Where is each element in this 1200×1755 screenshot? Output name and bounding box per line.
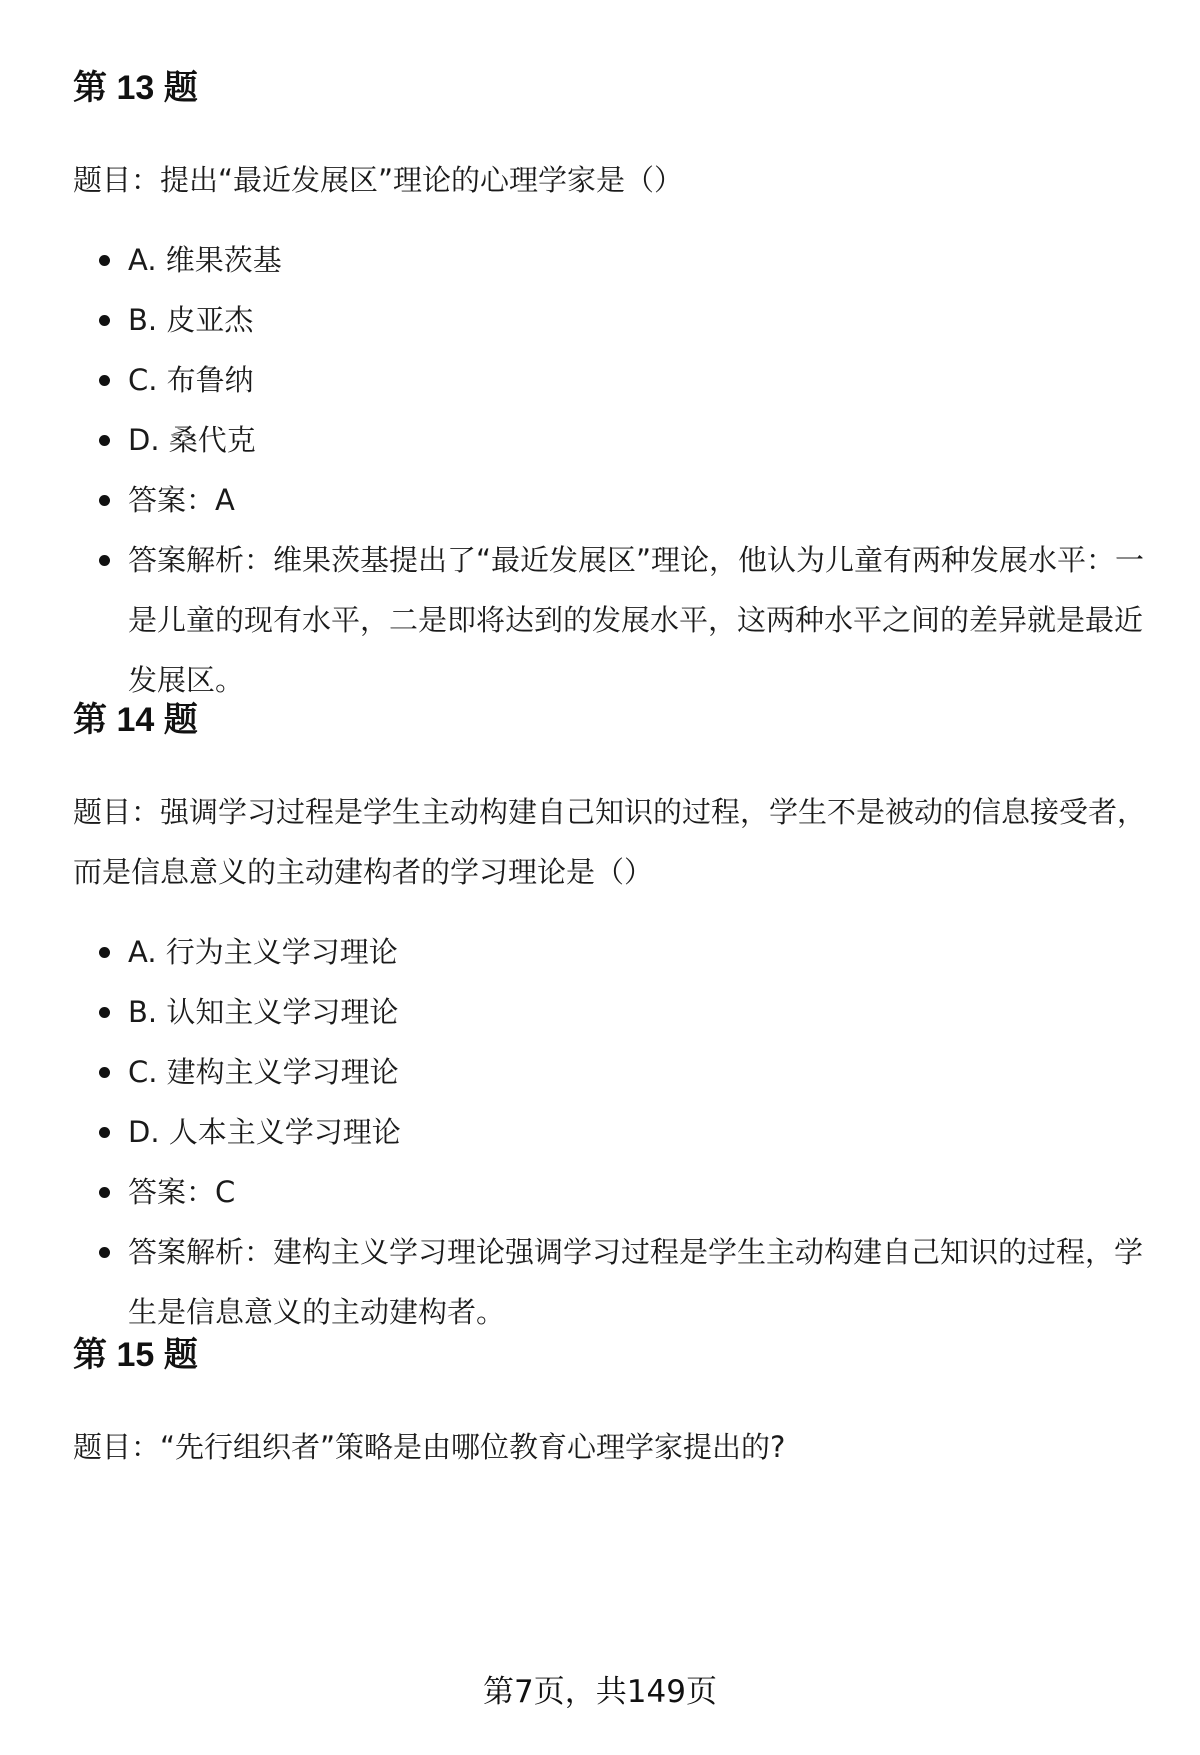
question-15: [73, 1335, 1148, 1477]
answer: 答案：C: [73, 1162, 1163, 1222]
option-list: [73, 230, 1163, 710]
option-d: D. 桑代克: [73, 410, 1163, 470]
question-heading: 第 14 题: [73, 701, 198, 739]
option-c: C. 布鲁纳: [73, 350, 1163, 410]
option-list: [73, 922, 1163, 1342]
answer: 答案：A: [73, 470, 1163, 530]
question-13: [73, 68, 1163, 710]
option-d: D. 人本主义学习理论: [73, 1102, 1163, 1162]
answer-analysis: 答案解析：建构主义学习理论强调学习过程是学生主动构建自己知识的过程，学生是信息意义的主动建构者。: [73, 1222, 1163, 1342]
page-footer: [0, 1672, 1200, 1712]
question-stem: 题目：强调学习过程是学生主动构建自己知识的过程，学生不是被动的信息接受者，而是信息意义的主动建构者的学习理论是（）: [73, 795, 1147, 889]
question-stem: 题目：“先行组织者”策略是由哪位教育心理学家提出的?: [73, 1430, 786, 1464]
question-heading: 第 15 题: [73, 1336, 198, 1374]
answer-analysis: 答案解析：维果茨基提出了“最近发展区”理论，他认为儿童有两种发展水平：一是儿童的现有水平，二是即将达到的发展水平，这两种水平之间的差异就是最近发展区。: [73, 530, 1163, 710]
option-b: B. 皮亚杰: [73, 290, 1163, 350]
question-heading: 第 13 题: [73, 69, 198, 107]
option-c: C. 建构主义学习理论: [73, 1042, 1163, 1102]
option-b: B. 认知主义学习理论: [73, 982, 1163, 1042]
question-14: [73, 700, 1163, 1342]
page-number-label: 第7页，共149页: [483, 1674, 717, 1710]
option-a: A. 维果茨基: [73, 230, 1163, 290]
option-a: A. 行为主义学习理论: [73, 922, 1163, 982]
question-stem: 题目：提出“最近发展区”理论的心理学家是（）: [73, 163, 684, 197]
